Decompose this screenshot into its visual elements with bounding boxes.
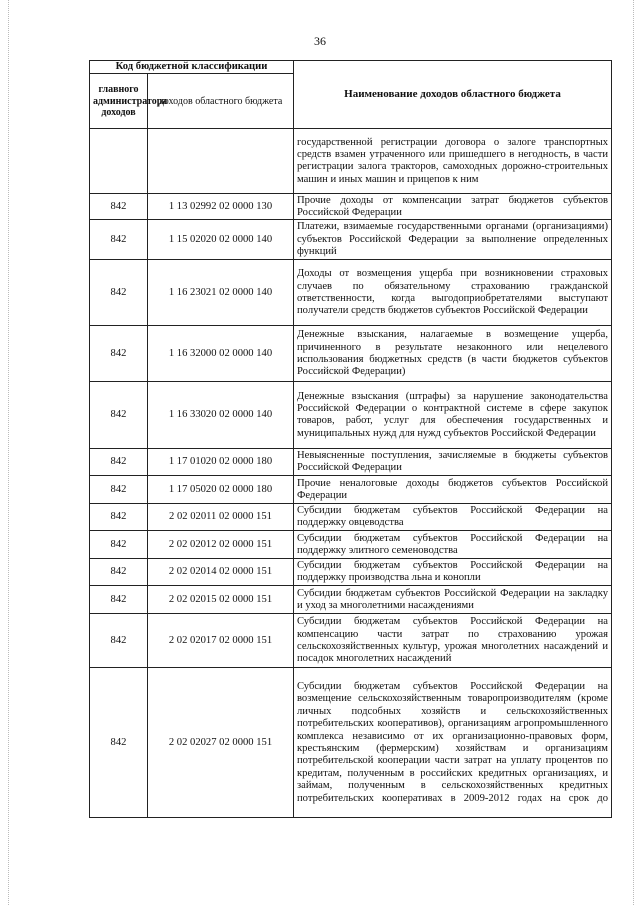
admin-code-cell: 842 bbox=[90, 476, 148, 504]
description-cell: Субсидии бюджетам субъектов Российской Федерации на компенсацию части затрат по страхованию урожая сельскохозяйственных культур, урожая многолетних насаждений и посадок многолетних насаждений bbox=[294, 614, 612, 668]
table-row bbox=[90, 668, 612, 818]
table-row bbox=[90, 129, 612, 194]
table-row bbox=[90, 449, 612, 476]
admin-code-cell: 842 bbox=[90, 260, 148, 326]
table-row bbox=[90, 382, 612, 449]
admin-code-cell: 842 bbox=[90, 504, 148, 531]
income-code-cell: 1 17 05020 02 0000 180 bbox=[148, 476, 294, 504]
admin-code-cell: 842 bbox=[90, 326, 148, 382]
scan-margin-right bbox=[633, 0, 634, 905]
description-cell: Доходы от возмещения ущерба при возникновении страховых случаев по обязательному страхованию гражданской ответственности, когда выгодоприобретателями выступают получатели средств бюджетов субъектов Российской Федерации bbox=[294, 260, 612, 326]
table-row bbox=[90, 194, 612, 220]
admin-code-cell: 842 bbox=[90, 382, 148, 449]
income-code-cell: 1 16 23021 02 0000 140 bbox=[148, 260, 294, 326]
description-cell: Прочие неналоговые доходы бюджетов субъектов Российской Федерации bbox=[294, 476, 612, 504]
table-row bbox=[90, 531, 612, 559]
description-cell: Субсидии бюджетам субъектов Российской Федерации на поддержку овцеводства bbox=[294, 504, 612, 531]
income-code-cell: 2 02 02011 02 0000 151 bbox=[148, 504, 294, 531]
admin-code-cell: 842 bbox=[90, 668, 148, 818]
income-code-cell: 2 02 02015 02 0000 151 bbox=[148, 586, 294, 614]
income-code-cell bbox=[148, 129, 294, 194]
admin-code-cell: 842 bbox=[90, 586, 148, 614]
description-cell: Прочие доходы от компенсации затрат бюджетов субъектов Российской Федерации bbox=[294, 194, 612, 220]
budget-classification-table bbox=[89, 60, 612, 818]
description-cell: Денежные взыскания, налагаемые в возмещение ущерба, причиненного в результате незаконного или нецелевого использования бюджетных средств (в части бюджетов субъектов Российской Федерации) bbox=[294, 326, 612, 382]
income-code-cell: 2 02 02017 02 0000 151 bbox=[148, 614, 294, 668]
table-row bbox=[90, 220, 612, 260]
income-code-cell: 1 17 01020 02 0000 180 bbox=[148, 449, 294, 476]
table-row bbox=[90, 476, 612, 504]
income-code-cell: 2 02 02014 02 0000 151 bbox=[148, 559, 294, 586]
header-name: Наименование доходов областного бюджета bbox=[294, 61, 612, 129]
income-code-cell: 1 15 02020 02 0000 140 bbox=[148, 220, 294, 260]
table-row bbox=[90, 559, 612, 586]
income-code-cell: 1 13 02992 02 0000 130 bbox=[148, 194, 294, 220]
income-code-cell: 2 02 02012 02 0000 151 bbox=[148, 531, 294, 559]
admin-code-cell: 842 bbox=[90, 614, 148, 668]
header-admin-code: главного администратора доходов bbox=[90, 74, 148, 129]
income-code-cell: 2 02 02027 02 0000 151 bbox=[148, 668, 294, 818]
admin-code-cell bbox=[90, 129, 148, 194]
admin-code-cell: 842 bbox=[90, 194, 148, 220]
description-cell: Субсидии бюджетам субъектов Российской Федерации на поддержку производства льна и конопли bbox=[294, 559, 612, 586]
header-classification-code: Код бюджетной классификации bbox=[90, 61, 294, 74]
table-row bbox=[90, 504, 612, 531]
description-cell: Субсидии бюджетам субъектов Российской Федерации на закладку и уход за многолетними насаждениями bbox=[294, 586, 612, 614]
description-cell: Платежи, взимаемые государственными органами (организациями) субъектов Российской Федерации за выполнение определенных функций bbox=[294, 220, 612, 260]
table-row bbox=[90, 260, 612, 326]
scan-margin-left bbox=[8, 0, 9, 905]
description-cell: Невыясненные поступления, зачисляемые в бюджеты субъектов Российской Федерации bbox=[294, 449, 612, 476]
table-row bbox=[90, 586, 612, 614]
page-number: 36 bbox=[314, 34, 326, 48]
admin-code-cell: 842 bbox=[90, 559, 148, 586]
admin-code-cell: 842 bbox=[90, 220, 148, 260]
table-row bbox=[90, 326, 612, 382]
description-cell: государственной регистрации договора о залоге транспортных средств взамен утраченного или пришедшего в негодность, в части регистрации залога тракторов, самоходных дорожно-строительных машин и иных машин и прицепов к ним bbox=[294, 129, 612, 194]
header-income-code: доходов областного бюджета bbox=[148, 74, 294, 129]
description-cell: Субсидии бюджетам субъектов Российской Федерации на поддержку элитного семеноводства bbox=[294, 531, 612, 559]
income-code-cell: 1 16 32000 02 0000 140 bbox=[148, 326, 294, 382]
income-code-cell: 1 16 33020 02 0000 140 bbox=[148, 382, 294, 449]
description-cell: Денежные взыскания (штрафы) за нарушение законодательства Российской Федерации о контрактной системе в сфере закупок товаров, работ, услуг для обеспечения государственных и муниципальных нужд для нужд субъектов Российской Федерации bbox=[294, 382, 612, 449]
admin-code-cell: 842 bbox=[90, 531, 148, 559]
table-row bbox=[90, 614, 612, 668]
admin-code-cell: 842 bbox=[90, 449, 148, 476]
description-cell: Субсидии бюджетам субъектов Российской Федерации на возмещение сельскохозяйственным товаропроизводителям (кроме личных подсобных хозяйств и сельскохозяйственных потребительских кооперативов), организациям агропромышленного комплекса независимо от их организационно-правовых форм, крестьянским (фермерским) хозяйствам и организациям потребительской кооперации части затрат на уплату процентов по кредитам, полученным в российских кредитных организациях, и займам, полученным в сельскохозяйственных кредитных потребительских кооперативах в 2009-2012 годах на срок до bbox=[294, 668, 612, 818]
